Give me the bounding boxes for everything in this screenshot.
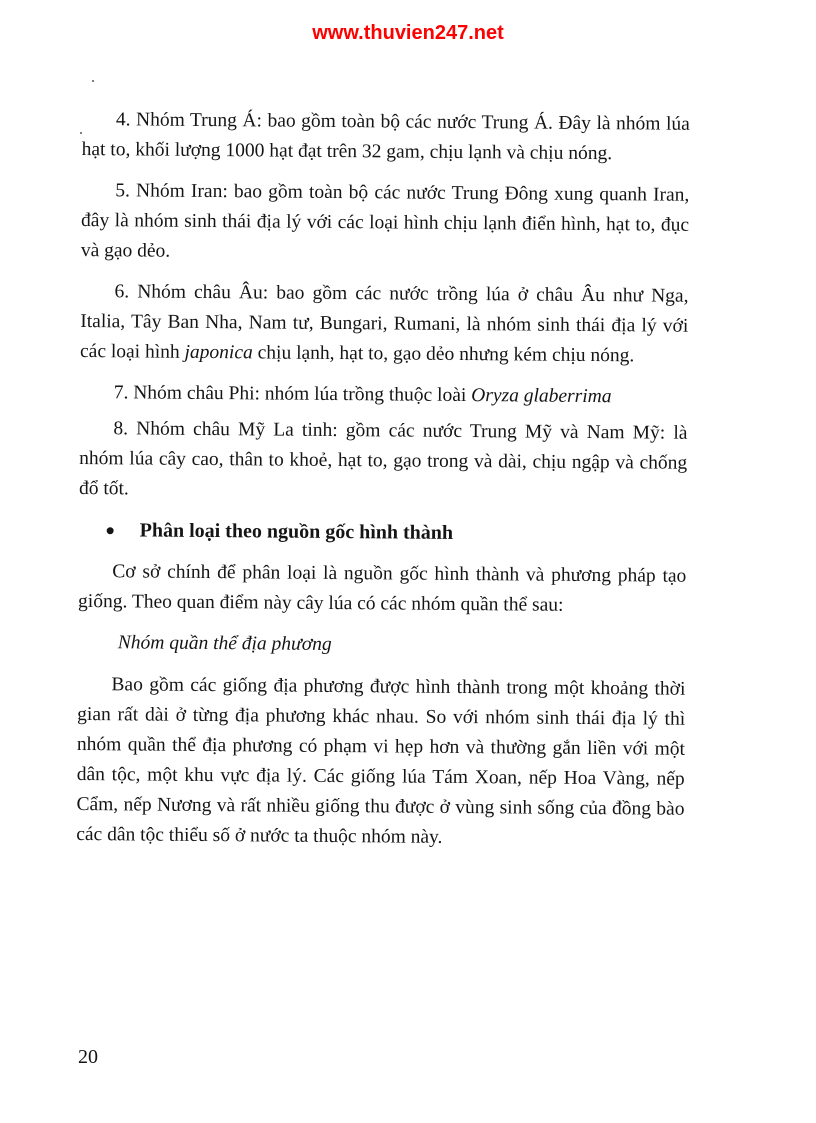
paragraph-text: 7. Nhóm châu Phi: nhóm lúa trồng thuộc loài (113, 382, 472, 407)
paragraph-group-iran: 5. Nhóm Iran: bao gồm toàn bộ các nước Trung Đông xung quanh Iran, đây là nhóm sinh thái địa lý với các loại hình chịu lạnh điển hình, hạt to, đục và gạo dẻo. (80, 180, 690, 262)
bullet-icon (107, 527, 114, 534)
species-name-italic: japonica (184, 341, 253, 364)
paragraph-group-latin-america: 8. Nhóm châu Mỹ La tinh: gồm các nước Trung Mỹ và Nam Mỹ: là nhóm lúa cây cao, thân to khoẻ, hạt to, gạo trong và dài, chịu ngập và chống đổ tốt. (78, 418, 688, 500)
paragraph-group-africa (80, 378, 688, 413)
section-body-paragraph: Bao gồm các giống địa phương được hình thành trong một khoảng thời gian rất dài ở từng địa phương khác nhau. So với nhóm sinh thái địa lý thì nhóm quần thể địa phương có phạm vi hẹp hơn và thường gắn liền với một dân tộc, một khu vực địa lý. Các giống lúa Tám Xoan, nếp Hoa Vàng, nếp Cẩm, nếp Nương và rất nhiều giống thu được ở vùng sinh sống của đồng bào các dân tộc thiểu số ở nước ta thuộc nhóm này. (76, 674, 686, 848)
subsection-heading: Nhóm quần thể địa phương (117, 632, 332, 655)
section-heading (79, 515, 687, 550)
page-number: 20 (78, 1046, 98, 1068)
paragraph-group-europe (80, 277, 689, 372)
species-name-italic: Oryza glaberrima (471, 385, 612, 408)
section-intro-paragraph: Cơ sở chính để phân loại là nguồn gốc hình thành và phương pháp tạo giống. Theo quan điểm này cây lúa có các nhóm quần thể sau: (78, 561, 687, 616)
page-body (76, 105, 690, 866)
paragraph-text: chịu lạnh, hạt to, gạo dẻo nhưng kém chịu nóng. (252, 342, 635, 367)
section-heading-text: Phân loại theo nguồn gốc hình thành (139, 519, 454, 544)
site-url-header: www.thuvien247.net (312, 22, 504, 44)
scan-speck (92, 80, 94, 82)
paragraph-text: 6. Nhóm châu Âu: bao gồm các nước trồng lúa ở châu Âu như Nga, Italia, Tây Ban Nha, Nam tư, Bungari, Rumani, là nhóm sinh thái địa lý với các loại hình (79, 281, 689, 363)
paragraph-group-central-asia: 4. Nhóm Trung Á: bao gồm toàn bộ các nước Trung Á. Đây là nhóm lúa hạt to, khối lượng 1000 hạt đạt trên 32 gam, chịu lạnh và chịu nóng. (81, 109, 690, 165)
